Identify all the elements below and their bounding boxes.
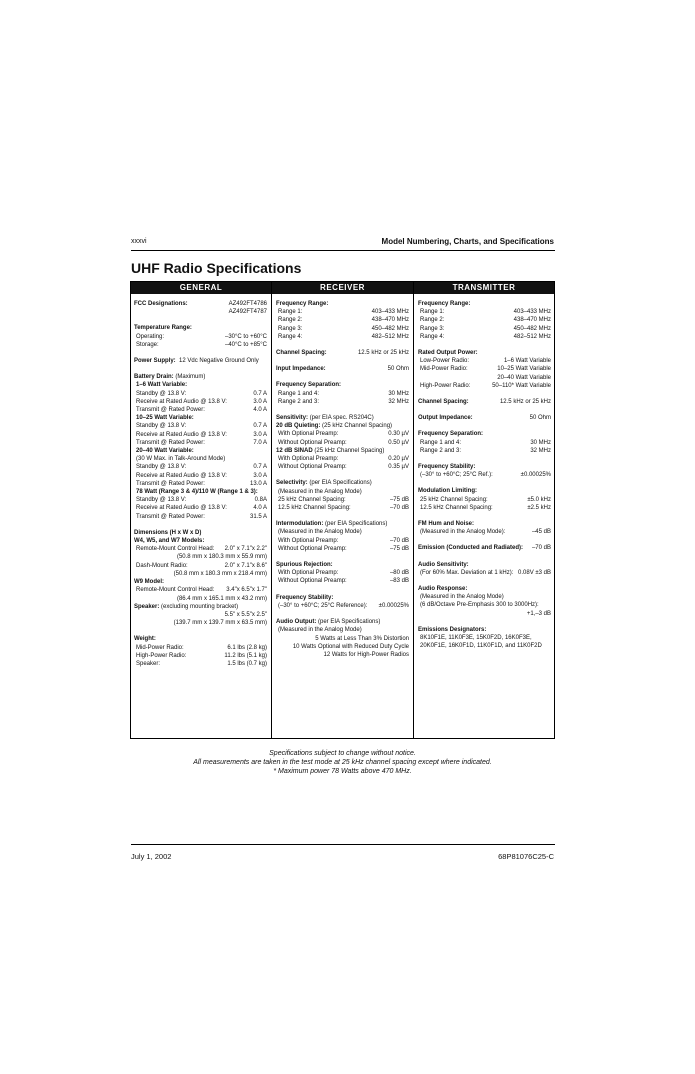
- spec-label: Transmit @ Rated Power:: [136, 407, 205, 414]
- spec-value: 3.0 A: [253, 472, 267, 479]
- spec-label: 12.5 kHz Channel Spacing:: [420, 504, 493, 511]
- section-label: Channel Spacing:: [276, 350, 327, 357]
- spec-label: Transmit @ Rated Power:: [136, 480, 205, 487]
- spec-value: 438–470 MHz: [371, 317, 409, 324]
- spec-value: 0.7 A: [253, 390, 267, 397]
- spec-value: –70 dB: [389, 505, 409, 512]
- col-header-general: GENERAL: [131, 282, 271, 294]
- spec-value: 32 MHz: [388, 398, 409, 405]
- dim-label: Dimensions (H x W x D): [134, 529, 202, 536]
- speaker-note: (excluding mounting bracket): [161, 603, 239, 610]
- section-label: Emissions Designators:: [418, 626, 487, 633]
- spec-value: –45 dB: [531, 529, 551, 536]
- spec-value: 450–482 MHz: [513, 325, 551, 332]
- spec-value: –40°C to +85°C: [225, 341, 267, 348]
- spec-value: 2.0" x 7.1"x 8.6": [224, 562, 267, 569]
- spec-label: Standby @ 13.8 V:: [136, 497, 187, 504]
- spec-value: 403–433 MHz: [371, 309, 409, 316]
- spec-value: 5.5" x 5.5"x 2.5": [224, 611, 267, 618]
- spec-label: Receive at Rated Audio @ 13.8 V:: [136, 472, 227, 479]
- spec-label: Receive at Rated Audio @ 13.8 V:: [136, 431, 227, 438]
- section-label: Input Impedance:: [276, 366, 326, 373]
- spec-label: (For 60% Max. Deviation at 1 kHz):: [420, 569, 514, 576]
- spec-value: 0.08V ±3 dB: [518, 569, 551, 576]
- spec-value: 31.5 A: [249, 513, 267, 520]
- section-label: Frequency Separation:: [418, 431, 484, 438]
- note-line: * Maximum power 78 Watts above 470 MHz.: [273, 768, 412, 775]
- section-label: Sensitivity:: [276, 415, 309, 422]
- spec-value: 7.0 A: [253, 439, 267, 446]
- spec-value: 0.20 µV: [388, 456, 409, 463]
- section-label: Rated Output Power:: [418, 350, 478, 357]
- spec-value: –30°C to +60°C: [225, 333, 267, 340]
- power-class: 10–25 Watt Variable:: [136, 415, 194, 422]
- dim-models: W4, W5, and W7 Models:: [134, 538, 205, 545]
- spec-notes: [130, 749, 555, 776]
- spec-label: 25 kHz Channel Spacing:: [278, 496, 346, 503]
- power-class: 78 Watt (Range 3 & 4)/110 W (Range 1 & 3):: [136, 489, 258, 496]
- spec-value: ±0.00025%: [378, 602, 409, 609]
- spec-value: +1,–3 dB: [526, 610, 551, 617]
- spec-value: 20–40 Watt Variable: [497, 374, 551, 381]
- spec-value: 8K10F1E, 11K0F3E, 15K0F2D, 16K0F3E,: [420, 635, 532, 642]
- spec-value: –70 dB: [531, 545, 551, 552]
- spec-value: 438–470 MHz: [513, 317, 551, 324]
- section-label: Audio Response:: [418, 586, 468, 593]
- spec-label: With Optional Preamp:: [278, 537, 339, 544]
- spec-label: Without Optional Preamp:: [278, 545, 347, 552]
- note-line: All measurements are taken in the test mode at 25 kHz channel spacing except where indicated.: [193, 759, 492, 766]
- power-label: Power Supply:: [134, 358, 176, 365]
- section-note: (25 kHz Channel Spacing): [314, 447, 385, 454]
- spec-value: 0.7 A: [253, 423, 267, 430]
- section-note: (25 kHz Channel Spacing): [322, 423, 393, 430]
- spec-label: (–30° to +60°C; 25°C Reference):: [278, 602, 368, 609]
- section-label: Audio Sensitivity:: [418, 561, 469, 568]
- spec-value: 4.0 A: [253, 407, 267, 414]
- spec-label: Storage:: [136, 341, 159, 348]
- spec-value: 30 MHz: [388, 390, 409, 397]
- spec-value: 11.2 lbs (5.1 kg): [224, 652, 267, 659]
- fcc-value: AZ492FT4786: [228, 301, 267, 307]
- spec-value: 0.50 µV: [388, 439, 409, 446]
- section-label: Spurious Rejection:: [276, 562, 333, 569]
- spec-value: 13.0 A: [249, 480, 267, 487]
- spec-label: 25 kHz Channel Spacing:: [420, 496, 488, 503]
- section-label: Modulation Limiting:: [418, 488, 477, 495]
- receiver-column: [276, 300, 409, 659]
- power-value: 12 Vdc Negative Ground Only: [179, 358, 259, 365]
- section-note: (per EIA Specifications): [309, 480, 372, 487]
- general-column: [134, 300, 267, 668]
- column-divider: [413, 282, 414, 738]
- power-class-note: (30 W Max. in Talk-Around Mode): [136, 456, 226, 463]
- spec-value: ±5.0 kHz: [527, 496, 551, 503]
- spec-value: ±0.00025%: [520, 472, 551, 479]
- spec-value: 403–433 MHz: [513, 309, 551, 316]
- spec-label: Without Optional Preamp:: [278, 464, 347, 471]
- spec-value: –83 dB: [389, 578, 409, 585]
- section-note: (Measured in the Analog Mode): [278, 529, 362, 536]
- section-note: (per EIA Specifications): [325, 521, 388, 528]
- spec-value: (139.7 mm x 139.7 mm x 63.5 mm): [173, 620, 267, 627]
- power-class: 1–6 Watt Variable:: [136, 382, 188, 389]
- spec-label: Range 4:: [420, 333, 445, 340]
- battery-note: (Maximum): [175, 374, 206, 381]
- spec-label: Range 3:: [278, 325, 303, 332]
- spec-label: Remote-Mount Control Head:: [136, 546, 215, 553]
- spec-value: 5 Watts at Less Than 3% Distortion: [315, 635, 409, 642]
- spec-label: Range 1 and 4:: [420, 439, 462, 446]
- spec-label: Dash-Mount Radio:: [136, 562, 188, 569]
- spec-value: 1.5 lbs (0.7 kg): [227, 660, 267, 667]
- spec-label: Without Optional Preamp:: [278, 578, 347, 585]
- spec-label: High-Power Radio:: [420, 382, 471, 389]
- spec-label: Standby @ 13.8 V:: [136, 423, 187, 430]
- section-label: Frequency Stability:: [276, 594, 334, 601]
- spec-value: 50–110* Watt Variable: [492, 382, 551, 389]
- spec-value: –75 dB: [389, 545, 409, 552]
- spec-label: Range 1 and 4:: [278, 390, 320, 397]
- spec-value: 12 Watts for High-Power Radios: [323, 651, 409, 658]
- section-label: Frequency Separation:: [276, 382, 342, 389]
- fcc-label: FCC Designations:: [134, 301, 188, 307]
- spec-value: 6.1 lbs (2.8 kg): [227, 644, 267, 651]
- section-label: FM Hum and Noise:: [418, 521, 475, 528]
- spec-value: 10–25 Watt Variable: [497, 366, 551, 373]
- section-label: Frequency Range:: [276, 301, 329, 307]
- spec-label: With Optional Preamp:: [278, 456, 339, 463]
- sub-label: 12 dB SINAD: [276, 447, 313, 454]
- section-label: Channel Spacing:: [418, 399, 469, 406]
- spec-label: Range 2 and 3:: [420, 447, 462, 454]
- spec-value: 20K0F1E, 16K0F1D, 11K0F1D, and 11K0F2D: [420, 643, 542, 650]
- section-label: Selectivity:: [276, 480, 308, 487]
- spec-label: Speaker:: [136, 660, 161, 667]
- footer-rule: [131, 844, 555, 845]
- spec-value: –70 dB: [389, 537, 409, 544]
- spec-label: Standby @ 13.8 V:: [136, 464, 187, 471]
- spec-value: 0.8A: [254, 497, 267, 504]
- spec-label: Mid-Power Radio:: [136, 644, 184, 651]
- spec-label: Transmit @ Rated Power:: [136, 513, 205, 520]
- spec-value: 3.4"x 6.5"x 1.7": [226, 587, 267, 594]
- w9-label: W9 Model:: [134, 579, 164, 586]
- spec-label: (Measured in the Analog Mode):: [420, 529, 506, 536]
- col-header-receiver: RECEIVER: [272, 282, 413, 294]
- spec-label: Range 2:: [278, 317, 303, 324]
- section-note: (Measured in the Analog Mode): [278, 627, 362, 634]
- page-title: UHF Radio Specifications: [131, 260, 302, 276]
- spec-table: [130, 281, 555, 739]
- spec-label: Range 1:: [278, 309, 303, 316]
- spec-label: (–30° to +60°C; 25°C Ref.):: [420, 472, 493, 479]
- spec-value: (86.4 mm x 165.1 mm x 43.2 mm): [176, 595, 267, 602]
- spec-value: (50.8 mm x 180.3 mm x 218.4 mm): [173, 570, 267, 577]
- spec-value: 4.0 A: [253, 505, 267, 512]
- spec-value: 482–512 MHz: [513, 333, 551, 340]
- chapter-title: Model Numbering, Charts, and Specifications: [381, 237, 554, 246]
- spec-value: 12.5 kHz or 25 kHz: [499, 399, 551, 406]
- page-number: xxxvi: [131, 238, 147, 245]
- spec-label: (6 dB/Octave Pre-Emphasis 300 to 3000Hz):: [420, 602, 539, 609]
- spec-value: –75 dB: [389, 496, 409, 503]
- section-label: Output Impedance:: [418, 415, 473, 422]
- battery-label: Battery Drain:: [134, 374, 174, 381]
- speaker-label: Speaker:: [134, 603, 160, 610]
- spec-label: Without Optional Preamp:: [278, 439, 347, 446]
- sub-label: 20 dB Quieting:: [276, 423, 321, 430]
- spec-value: –80 dB: [389, 570, 409, 577]
- spec-label: Range 4:: [278, 333, 303, 340]
- section-note: (per EIA spec. RS204C): [309, 415, 374, 422]
- section-label: Emission (Conducted and Radiated):: [418, 545, 524, 552]
- spec-label: Range 1:: [420, 309, 445, 316]
- transmitter-column: [418, 300, 551, 651]
- spec-value: 450–482 MHz: [371, 325, 409, 332]
- spec-label: Range 3:: [420, 325, 445, 332]
- section-label: Audio Output:: [276, 619, 317, 626]
- spec-label: Receive at Rated Audio @ 13.8 V:: [136, 505, 227, 512]
- spec-value: 32 MHz: [530, 447, 551, 454]
- temp-label: Temperature Range:: [134, 325, 192, 332]
- spec-label: Operating:: [136, 333, 165, 340]
- spec-label: Standby @ 13.8 V:: [136, 390, 187, 397]
- spec-value: 50 Ohm: [387, 366, 409, 373]
- section-label: Intermodulation:: [276, 521, 324, 528]
- section-note: (Measured in the Analog Mode): [420, 594, 504, 601]
- fcc-value: AZ492FT4787: [228, 309, 267, 316]
- spec-label: Mid-Power Radio:: [420, 366, 468, 373]
- spec-value: 10 Watts Optional with Reduced Duty Cycle: [292, 643, 409, 650]
- spec-label: With Optional Preamp:: [278, 431, 339, 438]
- col-header-transmitter: TRANSMITTER: [414, 282, 554, 294]
- spec-value: 0.30 µV: [388, 431, 409, 438]
- spec-value: 1–6 Watt Variable: [503, 358, 551, 365]
- spec-value: 3.0 A: [253, 398, 267, 405]
- spec-label: Transmit @ Rated Power:: [136, 439, 205, 446]
- spec-label: Low-Power Radio:: [420, 358, 470, 365]
- spec-value: 50 Ohm: [529, 415, 551, 422]
- note-line: Specifications subject to change without notice.: [269, 750, 416, 757]
- spec-label: Receive at Rated Audio @ 13.8 V:: [136, 398, 227, 405]
- spec-value: 482–512 MHz: [371, 333, 409, 340]
- spec-value: 2.0" x 7.1"x 2.2": [224, 546, 267, 553]
- spec-value: 0.7 A: [253, 464, 267, 471]
- spec-label: Range 2 and 3:: [278, 398, 320, 405]
- spec-value: 30 MHz: [530, 439, 551, 446]
- section-note: (per EIA Specifications): [318, 619, 381, 626]
- footer-date: July 1, 2002: [131, 852, 172, 861]
- power-class: 20–40 Watt Variable:: [136, 448, 194, 455]
- spec-label: High-Power Radio:: [136, 652, 187, 659]
- spec-value: 12.5 kHz or 25 kHz: [357, 350, 409, 357]
- column-divider: [271, 282, 272, 738]
- section-label: Frequency Range:: [418, 301, 471, 307]
- header-rule: [131, 250, 555, 251]
- spec-label: 12.5 kHz Channel Spacing:: [278, 505, 351, 512]
- spec-label: Remote-Mount Control Head:: [136, 587, 215, 594]
- section-note: (Measured in the Analog Mode): [278, 488, 362, 495]
- weight-label: Weight:: [134, 636, 156, 643]
- spec-label: Range 2:: [420, 317, 445, 324]
- spec-label: With Optional Preamp:: [278, 570, 339, 577]
- section-label: Frequency Stability:: [418, 464, 476, 471]
- spec-value: ±2.5 kHz: [527, 504, 551, 511]
- spec-value: (50.8 mm x 180.3 mm x 55.9 mm): [176, 554, 267, 561]
- footer-doc-number: 68P81076C25-C: [498, 852, 554, 861]
- spec-value: 0.35 µV: [388, 464, 409, 471]
- spec-value: 3.0 A: [253, 431, 267, 438]
